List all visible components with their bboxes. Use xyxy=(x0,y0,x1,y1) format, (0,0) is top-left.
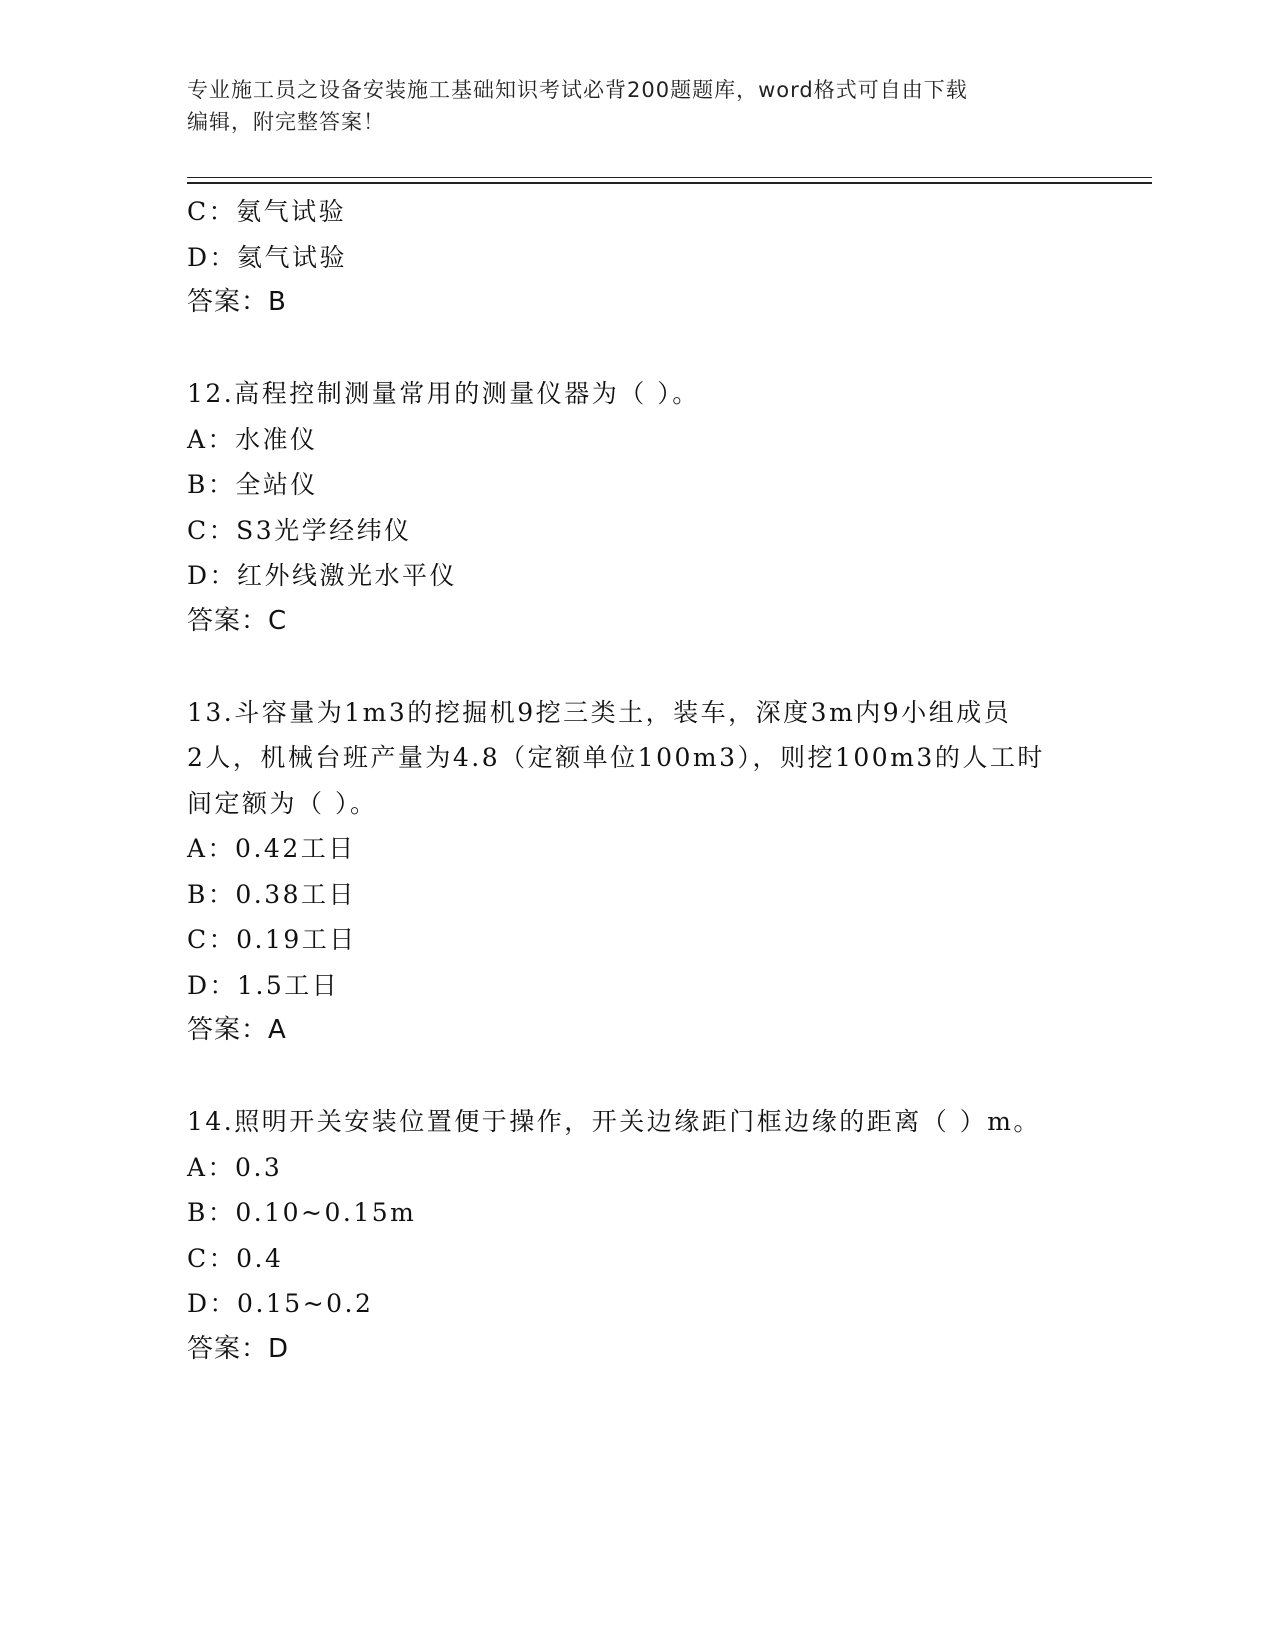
option-c: C：0.4 xyxy=(187,1243,284,1273)
option-d: D：0.15~0.2 xyxy=(187,1289,374,1318)
option-d: D：氦气试验 xyxy=(187,242,348,272)
answer-line: 答案：D xyxy=(187,1333,290,1364)
answer-line: 答案：C xyxy=(187,605,288,636)
header-title-line-2: 编辑，附完整答案！ xyxy=(187,110,385,134)
option-a: A：0.3 xyxy=(187,1152,283,1182)
option-d: D：1.5工日 xyxy=(187,970,340,1000)
page-header xyxy=(187,74,1067,138)
previous-question xyxy=(187,189,1127,326)
question-stem: 13.斗容量为1m3的挖掘机9挖三类土，装车，深度3m内9小组成员 xyxy=(187,697,1012,727)
option-b: B：全站仪 xyxy=(187,470,318,499)
header-title-line-1: 专业施工员之设备安装施工基础知识考试必背200题题库，word格式可自由下载 xyxy=(187,78,968,102)
header-divider-top xyxy=(187,177,1152,178)
question-stem: 12.高程控制测量常用的测量仪器为（ ）。 xyxy=(187,379,700,408)
answer-line: 答案：B xyxy=(187,287,287,317)
header-divider-bottom xyxy=(187,182,1152,184)
option-b: B：0.10~0.15m xyxy=(187,1198,417,1227)
option-a: A：水准仪 xyxy=(187,424,318,454)
question-stem: 间定额为（ ）。 xyxy=(187,788,378,818)
option-c: C：0.19工日 xyxy=(187,925,357,954)
question-stem: 14.照明开关安装位置便于操作，开关边缘距门框边缘的距离（ ）m。 xyxy=(187,1107,1041,1136)
option-c: C：氨气试验 xyxy=(187,197,347,226)
option-d: D：红外线激光水平仪 xyxy=(187,561,458,590)
question-14 xyxy=(187,1099,1127,1372)
option-a: A：0.42工日 xyxy=(187,834,356,863)
question-stem: 2人，机械台班产量为4.8（定额单位100m3），则挖100m3的人工时 xyxy=(187,743,1045,772)
question-list xyxy=(187,189,1127,1372)
option-c: C：S3光学经纬仪 xyxy=(187,515,412,545)
option-b: B：0.38工日 xyxy=(187,879,357,909)
question-13 xyxy=(187,690,1127,1054)
question-12 xyxy=(187,371,1127,644)
answer-line: 答案：A xyxy=(187,1015,287,1045)
